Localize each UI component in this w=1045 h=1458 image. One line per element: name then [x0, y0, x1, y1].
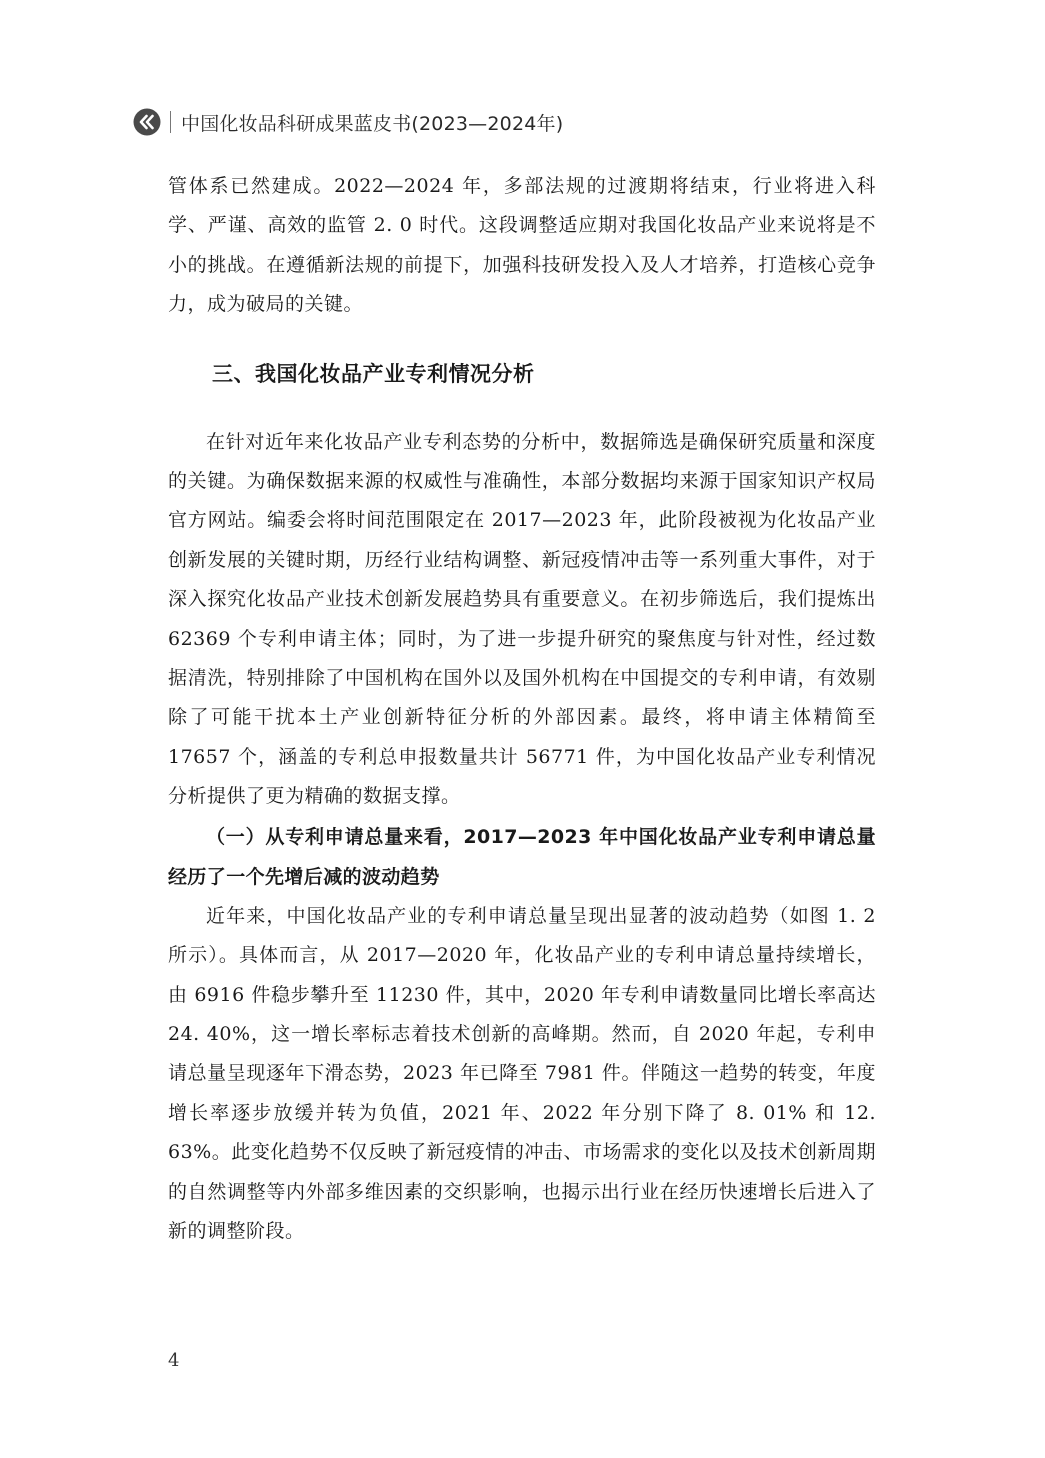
header-divider — [170, 111, 171, 133]
paragraph-patent-trend: 近年来，中国化妆品产业的专利申请总量呈现出显著的波动趋势（如图 1. 2 所示）。具体而言，从 2017—2020 年，化妆品产业的专利申请总量持续增长，由 6916 件稳步攀升至 11230 件，其中，2020 年专利申请数量同比增长率高达 24. 40%，这一增长率标志着技术创新的高峰期。然而，自 2020 年起，专利申请总量呈现逐年下滑态势，2023 年已降至 7981 件。伴随这一趋势的转变，年度增长率逐步放缓并转为负值，2021 年、2022 年分别下降了 8. 01% 和 12. 63%。此变化趋势不仅反映了新冠疫情的冲击、市场需求的变化以及技术创新周期的自然调整等内外部多维因素的交织影响，也揭示出行业在经历快速增长后进入了新的调整阶段。 — [168, 904, 876, 1242]
paragraph-data-selection: 在针对近年来化妆品产业专利态势的分析中，数据筛选是确保研究质量和深度的关键。为确保数据来源的权威性与准确性，本部分数据均来源于国家知识产权局官方网站。编委会将时间范围限定在 2017—2023 年，此阶段被视为化妆品产业创新发展的关键时期，历经行业结构调整、新冠疫情冲击等一系列重大事件，对于深入探究化妆品产业技术创新发展趋势具有重要意义。在初步筛选后，我们提炼出 62369 个专利申请主体；同时，为了进一步提升研究的聚焦度与针对性，经过数据清洗，特别排除了中国机构在国外以及国外机构在中国提交的专利申请，有效剔除了可能干扰本土产业创新特征分析的外部因素。最终，将申请主体精简至 17657 个，涵盖的专利总申报数量共计 56771 件，为中国化妆品产业专利情况分析提供了更为精确的数据支撑。 — [168, 430, 876, 808]
paragraph-continued: 管体系已然建成。2022—2024 年，多部法规的过渡期将结束，行业将进入科学、严谨、高效的监管 2. 0 时代。这段调整适应期对我国化妆品产业来说将是不小的挑战。在遵循新法规的前提下，加强科技研发投入及人才培养，打造核心竞争力，成为破局的关键。 — [168, 175, 876, 316]
subsection-heading: （一）从专利申请总量来看，2017—2023 年中国化妆品产业专利申请总量经历了一个先增后减的波动趋势 — [168, 825, 876, 888]
section-heading: 三、我国化妆品产业专利情况分析 — [212, 361, 535, 386]
book-title: 中国化妆品科研成果蓝皮书(2023—2024年) — [181, 112, 564, 135]
running-header — [133, 106, 563, 138]
page-number: 4 — [168, 1350, 180, 1371]
double-chevron-left-icon — [133, 108, 161, 136]
page-body — [168, 167, 876, 1251]
